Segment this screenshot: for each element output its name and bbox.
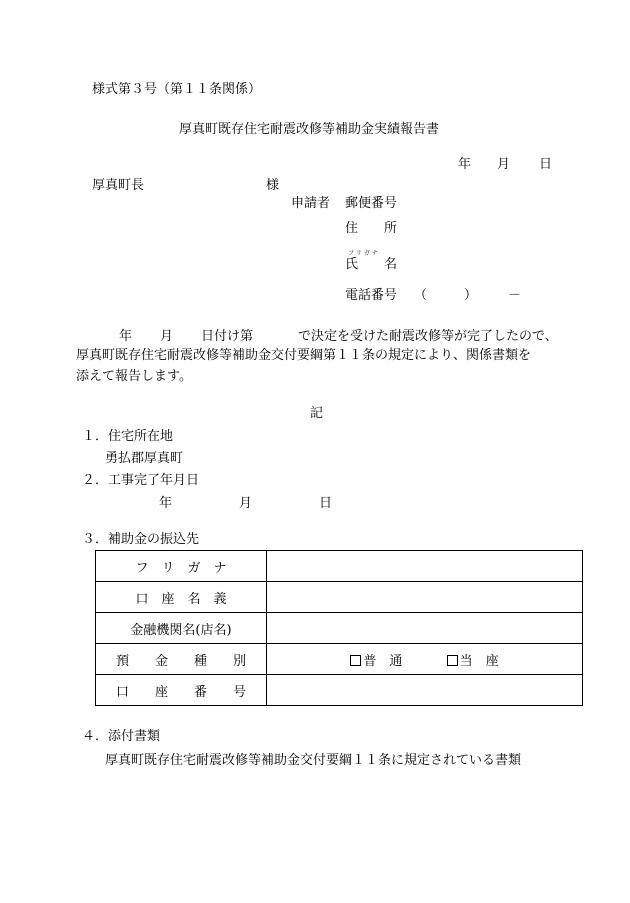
form-number: 様式第３号（第１１条関係）: [92, 82, 262, 97]
deposit-type-label: 預 金 種 別: [96, 644, 267, 675]
item1-value: 勇払郡厚真町: [105, 451, 184, 466]
ordinary-checkbox[interactable]: [350, 655, 361, 666]
account-number-field[interactable]: [267, 675, 583, 706]
ordinary-option-label: 普 通: [363, 653, 403, 669]
table-row: [96, 613, 583, 644]
item1-label: １．住宅所在地: [82, 429, 174, 444]
item4-label: ４．添付書類: [82, 729, 161, 744]
phone-label: 電話番号: [345, 288, 398, 303]
item2-day: 日: [319, 496, 333, 511]
note-heading: 記: [310, 406, 324, 421]
item2-month: 月: [239, 496, 253, 511]
addressee-name: 厚真町長: [92, 178, 145, 193]
phone-dash: －: [508, 288, 522, 303]
item2-label: ２．工事完了年月日: [82, 473, 200, 488]
name-label: 氏 名: [345, 257, 398, 272]
account-holder-field[interactable]: [267, 582, 583, 613]
body-year: 年: [119, 329, 133, 344]
table-row: [96, 644, 583, 675]
name-ruby: フ リ ガ ナ: [348, 250, 378, 257]
item3-label: ３．補助金の振込先: [82, 532, 200, 547]
phone-paren-open: （: [414, 288, 428, 303]
table-row: [96, 582, 583, 613]
furigana-label: フ リ ガ ナ: [96, 551, 267, 582]
body-line3: 添えて報告します。: [76, 369, 192, 384]
deposit-type-field: [267, 644, 583, 675]
document-title: 厚真町既存住宅耐震改修等補助金実績報告書: [179, 122, 440, 137]
postal-code-label: 郵便番号: [345, 196, 398, 211]
current-option-label: 当 座: [459, 653, 499, 669]
table-row: [96, 675, 583, 706]
date-year: 年: [458, 157, 472, 172]
current-checkbox[interactable]: [447, 655, 458, 666]
date-day: 日: [539, 157, 553, 172]
phone-paren-close: ）: [464, 288, 478, 303]
bank-transfer-table: [95, 550, 583, 706]
body-date-suffix: 日付け第: [201, 329, 254, 344]
date-month: 月: [497, 157, 511, 172]
body-line2: 厚真町既存住宅耐震改修等補助金交付要綱第１１条の規定により、関係書類を: [76, 348, 532, 363]
item4-value: 厚真町既存住宅耐震改修等補助金交付要綱１１条に規定されている書類: [105, 753, 522, 768]
account-number-label: 口 座 番 号: [96, 675, 267, 706]
body-line1-rest: で決定を受けた耐震改修等が完了したので、: [298, 329, 558, 344]
bank-name-label: 金融機関名(店名): [96, 613, 267, 644]
body-month: 月: [160, 329, 174, 344]
item2-year: 年: [159, 496, 173, 511]
furigana-field[interactable]: [267, 551, 583, 582]
bank-name-field[interactable]: [267, 613, 583, 644]
applicant-label: 申請者: [291, 196, 331, 211]
account-holder-label: 口 座 名 義: [96, 582, 267, 613]
table-row: [96, 551, 583, 582]
address-label: 住 所: [345, 221, 398, 236]
addressee-honorific: 様: [266, 178, 280, 193]
